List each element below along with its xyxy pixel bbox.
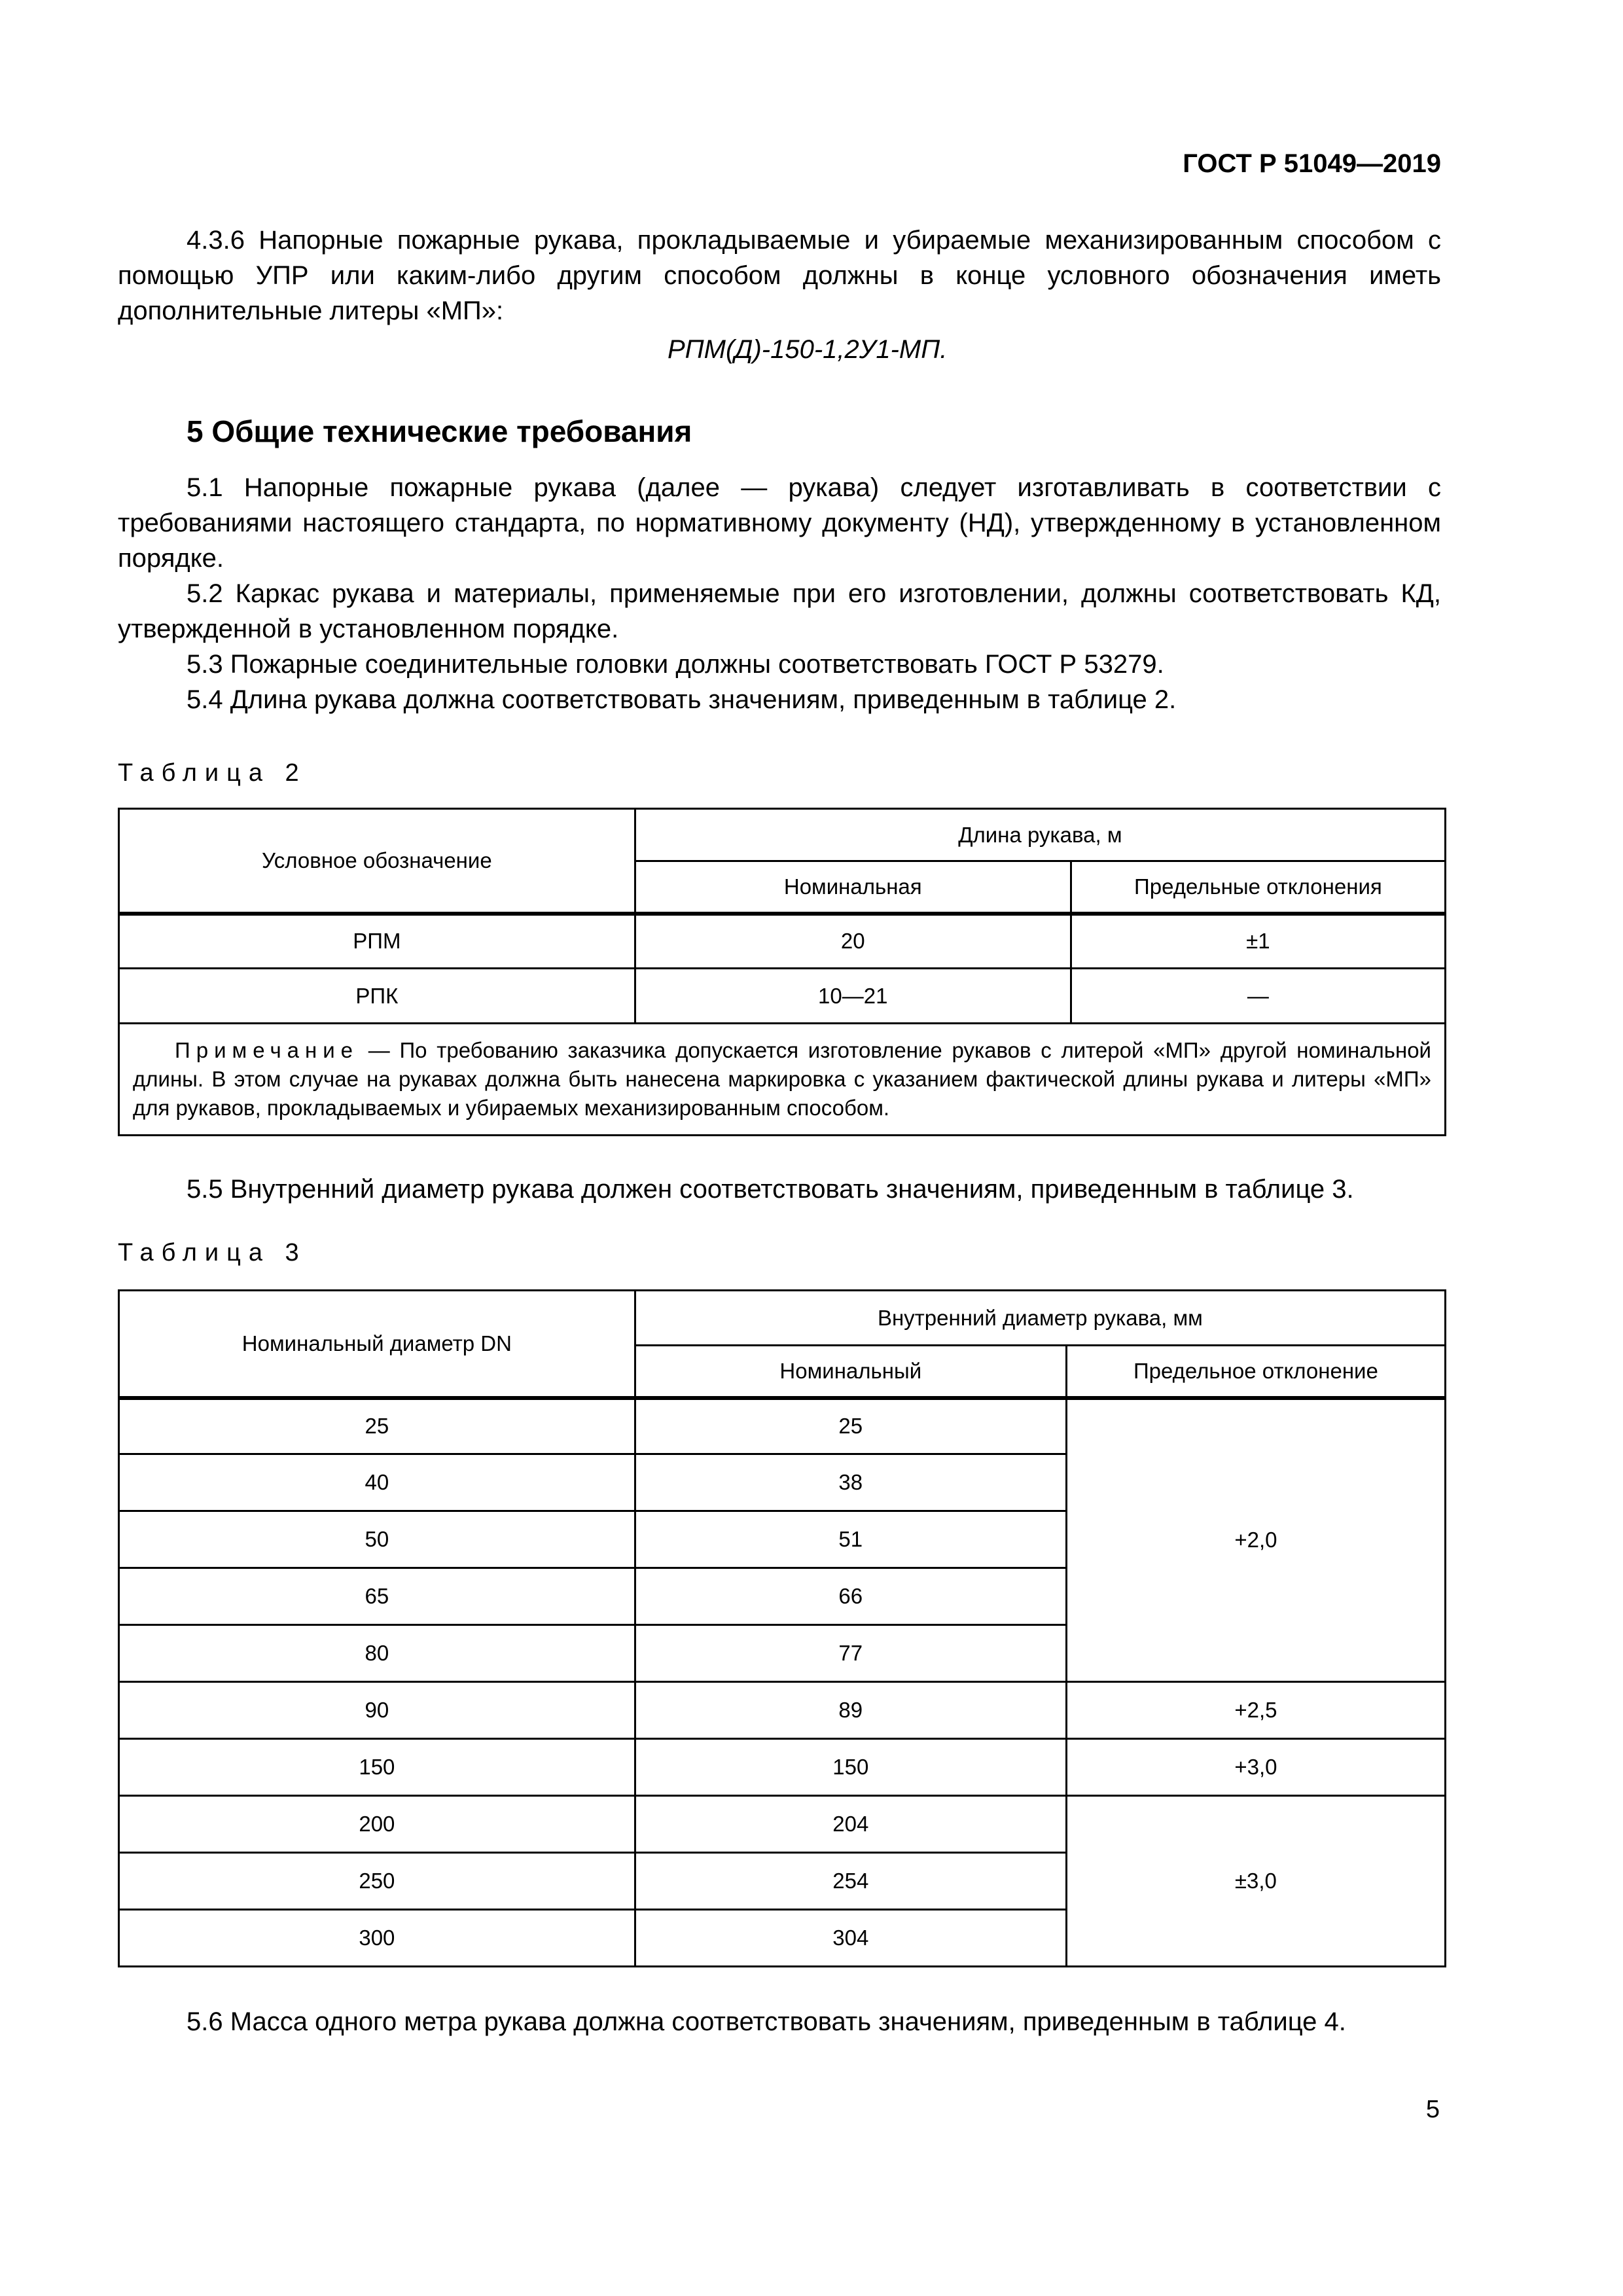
paragraph-4-3-6 — [118, 223, 1441, 329]
table-row — [119, 1398, 1446, 1454]
cell-deviation: ±3,0 — [1066, 1796, 1445, 1967]
header-deviation: Предельные отклонения — [1071, 861, 1445, 914]
cell-nominal: 66 — [635, 1568, 1066, 1625]
cell-nominal: 10—21 — [635, 969, 1071, 1024]
cell-nominal: 150 — [635, 1739, 1066, 1796]
paragraph-5-3: 5.3 Пожарные соединительные головки должны соответствовать ГОСТ Р 53279. — [187, 650, 1164, 679]
paragraph-5-4: 5.4 Длина рукава должна соответствовать значениям, приведенным в таблице 2. — [187, 685, 1177, 714]
header-diameter-group: Внутренний диаметр рукава, мм — [635, 1291, 1445, 1346]
cell-designation: РПК — [119, 969, 635, 1024]
cell-nominal: 77 — [635, 1625, 1066, 1682]
cell-dn: 50 — [119, 1511, 635, 1568]
header-nominal: Номинальный — [635, 1346, 1066, 1398]
cell-deviation: +2,0 — [1066, 1398, 1445, 1682]
paragraph-5-2: 5.2 Каркас рукава и материалы, применяемые при его изготовлении, должны соответствовать КД, утвержденной в установленном порядке. — [118, 579, 1441, 643]
table-row — [119, 1796, 1446, 1853]
cell-dn: 25 — [119, 1398, 635, 1454]
table-note — [119, 1024, 1446, 1136]
cell-dn: 150 — [119, 1739, 635, 1796]
cell-deviation: — — [1071, 969, 1445, 1024]
paragraph-5-6: 5.6 Масса одного метра рукава должна соответствовать значениям, приведенным в таблице 4. — [187, 2007, 1346, 2036]
document-code: ГОСТ Р 51049—2019 — [1183, 149, 1441, 178]
cell-dn: 80 — [119, 1625, 635, 1682]
table-row — [119, 1682, 1446, 1739]
header-length-group: Длина рукава, м — [635, 809, 1445, 861]
paragraph-5-5: 5.5 Внутренний диаметр рукава должен соответствовать значениям, приведенным в таблице 3. — [187, 1175, 1354, 1204]
paragraph-5-5-block — [118, 1172, 1441, 1207]
cell-dn: 90 — [119, 1682, 635, 1739]
cell-dn: 300 — [119, 1910, 635, 1967]
table-note-row — [119, 1024, 1446, 1136]
paragraph-5-6-block — [118, 2004, 1441, 2039]
header-nominal: Номинальная — [635, 861, 1071, 914]
table-row — [119, 969, 1446, 1024]
cell-nominal: 89 — [635, 1682, 1066, 1739]
cell-nominal: 304 — [635, 1910, 1066, 1967]
cell-nominal: 51 — [635, 1511, 1066, 1568]
cell-nominal: 204 — [635, 1796, 1066, 1853]
table-row — [119, 914, 1446, 969]
table-row — [119, 1739, 1446, 1796]
cell-dn: 65 — [119, 1568, 635, 1625]
table-3 — [118, 1289, 1446, 1967]
table-2 — [118, 808, 1446, 1136]
designation-formula: РПМ(Д)-150-1,2У1-МП. — [668, 335, 948, 364]
header-dn: Номинальный диаметр DN — [119, 1291, 635, 1398]
paragraph-5-1: 5.1 Напорные пожарные рукава (далее — рукава) следует изготавливать в соответствии с требованиями настоящего стандарта, по нормативному документу (НД), утвержденному в установленном порядке. — [118, 473, 1441, 573]
cell-nominal: 25 — [635, 1398, 1066, 1454]
note-label: Примечание — [175, 1038, 359, 1062]
cell-dn: 200 — [119, 1796, 635, 1853]
header-deviation: Предельное отклонение — [1066, 1346, 1445, 1398]
cell-nominal: 38 — [635, 1454, 1066, 1511]
section-title: 5 Общие технические требования — [187, 414, 692, 448]
cell-dn: 250 — [119, 1853, 635, 1910]
cell-deviation: ±1 — [1071, 914, 1445, 969]
cell-nominal: 20 — [635, 914, 1071, 969]
paragraph-text: 4.3.6 Напорные пожарные рукава, прокладываемые и убираемые механизированным способом с помощью УПР или каким-либо другим способом должны в конце условного обозначения иметь дополнительные литеры «МП»: — [118, 226, 1441, 325]
section-5-body — [118, 470, 1441, 717]
cell-deviation: +2,5 — [1066, 1682, 1445, 1739]
header-designation: Условное обозначение — [119, 809, 635, 914]
cell-deviation: +3,0 — [1066, 1739, 1445, 1796]
cell-designation: РПМ — [119, 914, 635, 969]
cell-nominal: 254 — [635, 1853, 1066, 1910]
note-text: — По требованию заказчика допускается изготовление рукавов с литерой «МП» другой номинальной длины. В этом случае на рукавах должна быть нанесена маркировка с указанием фактической длины рукава и литеры «МП» для рукавов, прокладываемых и убираемых механизированным способом. — [133, 1038, 1431, 1120]
page-number: 5 — [1425, 2096, 1440, 2123]
table-3-caption: Таблица 3 — [118, 1239, 307, 1266]
table-2-caption: Таблица 2 — [118, 759, 307, 787]
cell-dn: 40 — [119, 1454, 635, 1511]
